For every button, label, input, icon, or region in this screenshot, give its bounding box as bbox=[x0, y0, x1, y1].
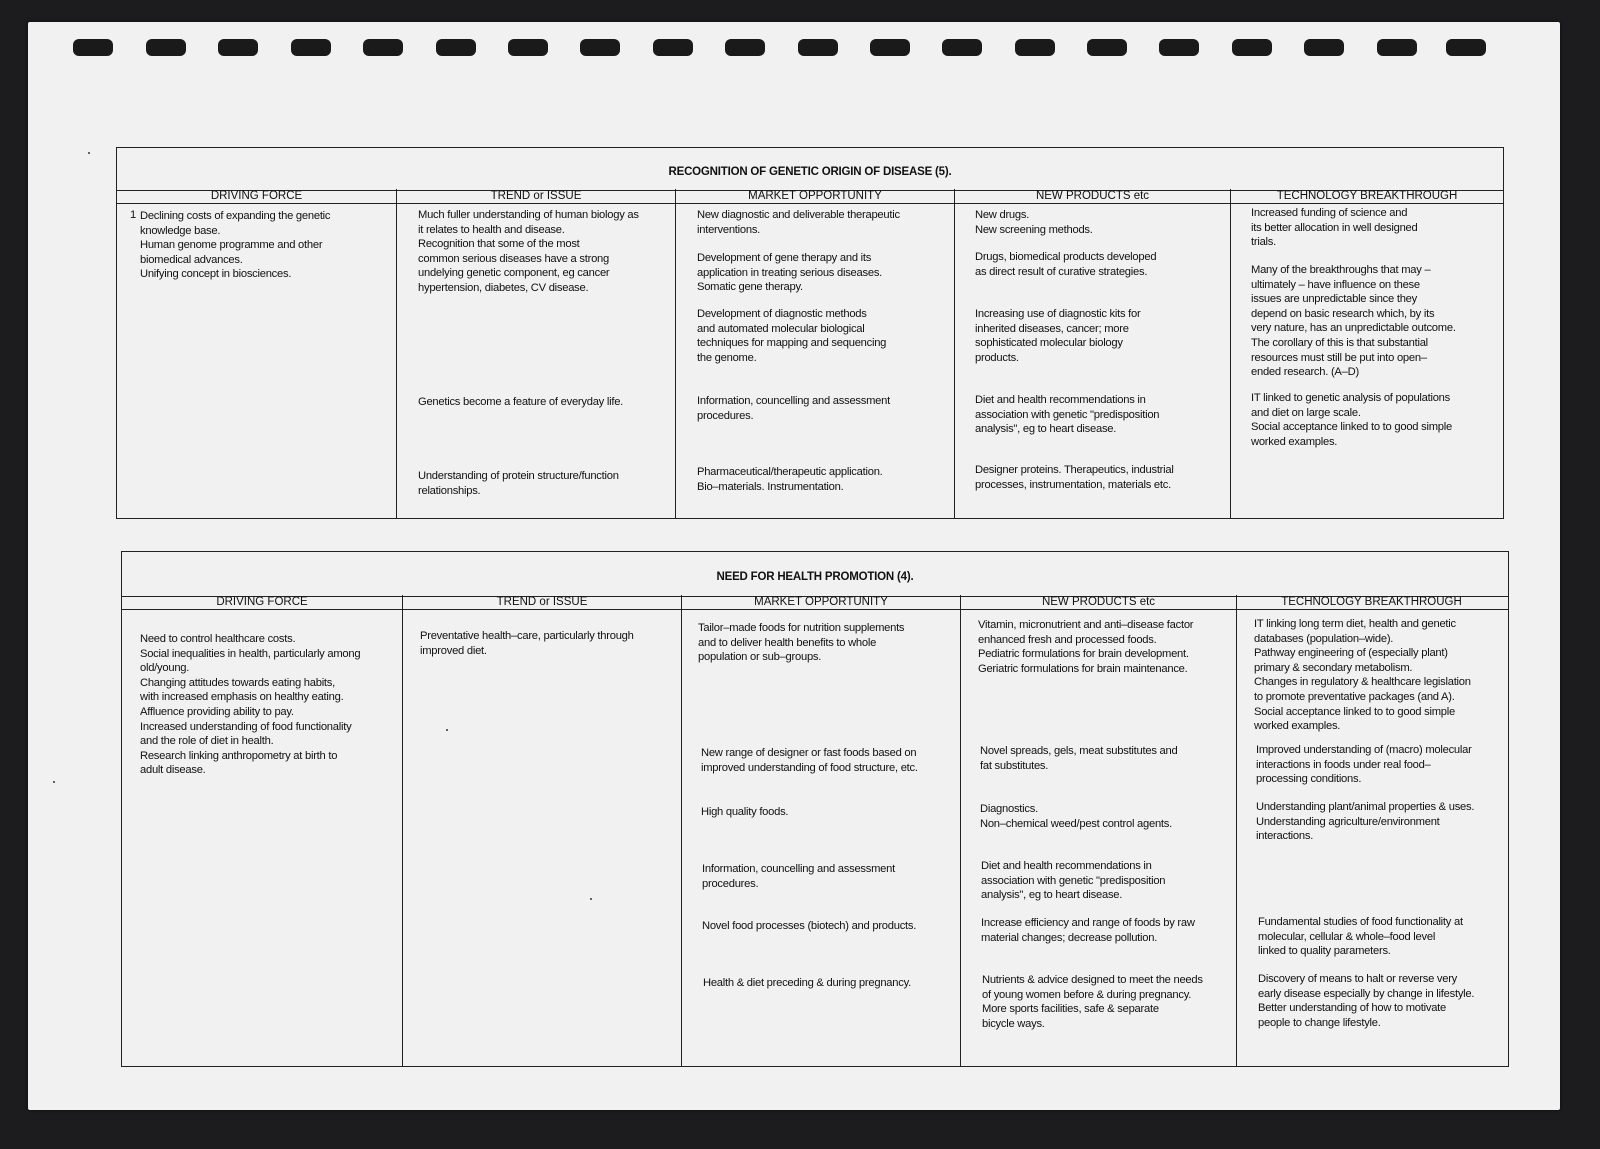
column-new-products bbox=[961, 610, 1237, 1066]
market-entry: New range of designer or fast foods based on improved understanding of food structure, etc. bbox=[701, 747, 918, 774]
binder-hole bbox=[1232, 39, 1272, 56]
tech-entry: Understanding plant/animal properties & uses. Understanding agriculture/environment interactions. bbox=[1256, 801, 1475, 843]
binder-hole bbox=[363, 39, 403, 56]
binder-hole bbox=[146, 39, 186, 56]
market-entry: Tailor–made foods for nutrition supplements and to deliver health benefits to whole population or sub–groups. bbox=[698, 622, 905, 664]
market-entry: High quality foods. bbox=[701, 806, 789, 818]
header-technology-breakthrough: TECHNOLOGY BREAKTHROUGH bbox=[1281, 596, 1462, 608]
binder-hole bbox=[1377, 39, 1417, 56]
binder-hole bbox=[218, 39, 258, 56]
tech-entry: Fundamental studies of food functionality at molecular, cellular & whole–food level linked to quality parameters. bbox=[1258, 916, 1463, 958]
product-entry: Diagnostics. Non–chemical weed/pest control agents. bbox=[980, 803, 1172, 830]
column-market-opportunity bbox=[676, 204, 955, 518]
column-driving-force bbox=[122, 610, 403, 1066]
header-market-opportunity: MARKET OPPORTUNITY bbox=[676, 189, 955, 203]
binder-hole bbox=[1015, 39, 1055, 56]
binder-holes bbox=[28, 39, 1560, 59]
trend-entry: Much fuller understanding of human biology as it relates to health and disease. Recognition that some of the most common serious diseases have a strong undelying genetic component, eg cancer hypertension, diabetes, CV disease. bbox=[418, 209, 639, 294]
product-entry: Diet and health recommendations in association with genetic "predisposition analysis", eg to heart disease. bbox=[975, 394, 1160, 436]
market-entry: Information, councelling and assessment procedures. bbox=[702, 863, 895, 890]
market-entry: Information, councelling and assessment procedures. bbox=[697, 395, 890, 422]
binder-hole bbox=[1159, 39, 1199, 56]
binder-hole bbox=[436, 39, 476, 56]
market-entry: New diagnostic and deliverable therapeutic interventions. bbox=[697, 209, 900, 236]
binder-hole bbox=[1304, 39, 1344, 56]
product-entry: New drugs. New screening methods. bbox=[975, 209, 1093, 236]
driving-force-text: Declining costs of expanding the genetic knowledge base. Human genome programme and other biomedical advances. Unifying concept in biosciences. bbox=[140, 210, 331, 281]
market-entry: Development of gene therapy and its application in treating serious diseases. Somatic gene therapy. bbox=[697, 252, 883, 294]
column-new-products bbox=[955, 204, 1231, 518]
product-entry: Increase efficiency and range of foods by raw material changes; decrease pollution. bbox=[981, 917, 1195, 944]
table-header-row bbox=[117, 190, 1503, 204]
binder-hole bbox=[73, 39, 113, 56]
product-entry: Increasing use of diagnostic kits for inherited diseases, cancer; more sophisticated molecular biology products. bbox=[975, 308, 1141, 364]
binder-hole bbox=[291, 39, 331, 56]
header-trend-issue: TREND or ISSUE bbox=[403, 595, 682, 609]
table-title: RECOGNITION OF GENETIC ORIGIN OF DISEASE (5). bbox=[668, 166, 952, 178]
tech-entry: Discovery of means to halt or reverse very early disease especially by change in lifestyle. Better understanding of how to motivate people to change lifestyle. bbox=[1258, 973, 1475, 1029]
tech-entry: IT linked to genetic analysis of populations and diet on large scale. Social acceptance linked to to good simple worked examples. bbox=[1251, 392, 1452, 448]
binder-hole bbox=[870, 39, 910, 56]
market-entry: Health & diet preceding & during pregnancy. bbox=[703, 977, 911, 989]
binder-hole bbox=[580, 39, 620, 56]
binder-hole bbox=[798, 39, 838, 56]
column-trend-issue bbox=[403, 610, 682, 1066]
product-entry: Novel spreads, gels, meat substitutes and fat substitutes. bbox=[980, 745, 1178, 772]
product-entry: Nutrients & advice designed to meet the needs of young women before & during pregnancy. More sports facilities, safe & separate bicycle ways. bbox=[982, 974, 1203, 1030]
tech-entry: Many of the breakthroughs that may – ultimately – have influence on these issues are unpredictable since they depend on basic research which, by its very nature, has an unpredictable outcome. The corollary of this is that substantial resources must still be put into open– ended research. (A–D) bbox=[1251, 264, 1456, 379]
header-market-opportunity: MARKET OPPORTUNITY bbox=[682, 595, 961, 609]
table-header-row bbox=[122, 596, 1508, 610]
product-entry: Diet and health recommendations in association with genetic "predisposition analysis", eg to heart disease. bbox=[981, 860, 1166, 902]
trend-entry: Genetics become a feature of everyday life. bbox=[418, 396, 624, 408]
tech-entry: Improved understanding of (macro) molecular interactions in foods under real food– processing conditions. bbox=[1256, 744, 1472, 786]
market-entry: Novel food processes (biotech) and products. bbox=[702, 920, 917, 932]
binder-hole bbox=[725, 39, 765, 56]
health-promotion-table bbox=[121, 551, 1509, 1067]
genetic-disease-table bbox=[116, 147, 1504, 519]
market-entry: Development of diagnostic methods and automated molecular biological techniques for mapping and sequencing the genome. bbox=[697, 308, 887, 364]
binder-hole bbox=[1446, 39, 1486, 56]
header-trend-issue: TREND or ISSUE bbox=[397, 189, 676, 203]
header-driving-force: DRIVING FORCE bbox=[117, 189, 397, 203]
stray-mark bbox=[53, 781, 55, 783]
stray-mark bbox=[88, 152, 90, 154]
binder-hole bbox=[942, 39, 982, 56]
market-entry: Pharmaceutical/therapeutic application. Bio–materials. Instrumentation. bbox=[697, 466, 883, 493]
product-entry: Drugs, biomedical products developed as direct result of curative strategies. bbox=[975, 251, 1157, 278]
product-entry: Designer proteins. Therapeutics, industrial processes, instrumentation, materials etc. bbox=[975, 464, 1174, 491]
table-title: NEED FOR HEALTH PROMOTION (4). bbox=[716, 571, 914, 583]
column-technology-breakthrough bbox=[1237, 610, 1506, 1066]
tech-entry: IT linking long term diet, health and genetic databases (population–wide). Pathway engineering of (especially plant) primary & secondary metabolism. Changes in regulatory & healthcare legislation to promote preventative packages (and A). Social acceptance linked to to good simple worked examples. bbox=[1254, 618, 1471, 733]
table-body bbox=[117, 204, 1503, 518]
header-new-products: NEW PRODUCTS etc bbox=[961, 595, 1237, 609]
binder-hole bbox=[1087, 39, 1127, 56]
column-market-opportunity bbox=[682, 610, 961, 1066]
trend-entry: Understanding of protein structure/function relationships. bbox=[418, 470, 619, 497]
header-technology-breakthrough: TECHNOLOGY BREAKTHROUGH bbox=[1276, 190, 1458, 202]
table-body bbox=[122, 610, 1508, 1066]
tech-entry: Increased funding of science and its better allocation in well designed trials. bbox=[1251, 207, 1418, 249]
trend-entry: Preventative health–care, particularly through improved diet. bbox=[420, 630, 634, 657]
product-entry: Vitamin, micronutrient and anti–disease factor enhanced fresh and processed foods. Pediatric formulations for brain development. Geriatric formulations for brain maintenance. bbox=[978, 619, 1194, 675]
column-driving-force bbox=[117, 204, 397, 518]
header-driving-force: DRIVING FORCE bbox=[122, 595, 403, 609]
driving-force-text: Need to control healthcare costs. Social inequalities in health, particularly among old/young. Changing attitudes towards eating habits, with increased emphasis on healthy eating. Affluence providing ability to pay. Increased understanding of food functionality and the role of diet in health. Research linking anthropometry at birth to adult disease. bbox=[140, 633, 361, 777]
item-number: 1 bbox=[130, 209, 137, 221]
column-trend-issue bbox=[397, 204, 676, 518]
column-technology-breakthrough bbox=[1231, 204, 1503, 518]
binder-hole bbox=[653, 39, 693, 56]
binder-hole bbox=[508, 39, 548, 56]
header-new-products: NEW PRODUCTS etc bbox=[955, 189, 1231, 203]
